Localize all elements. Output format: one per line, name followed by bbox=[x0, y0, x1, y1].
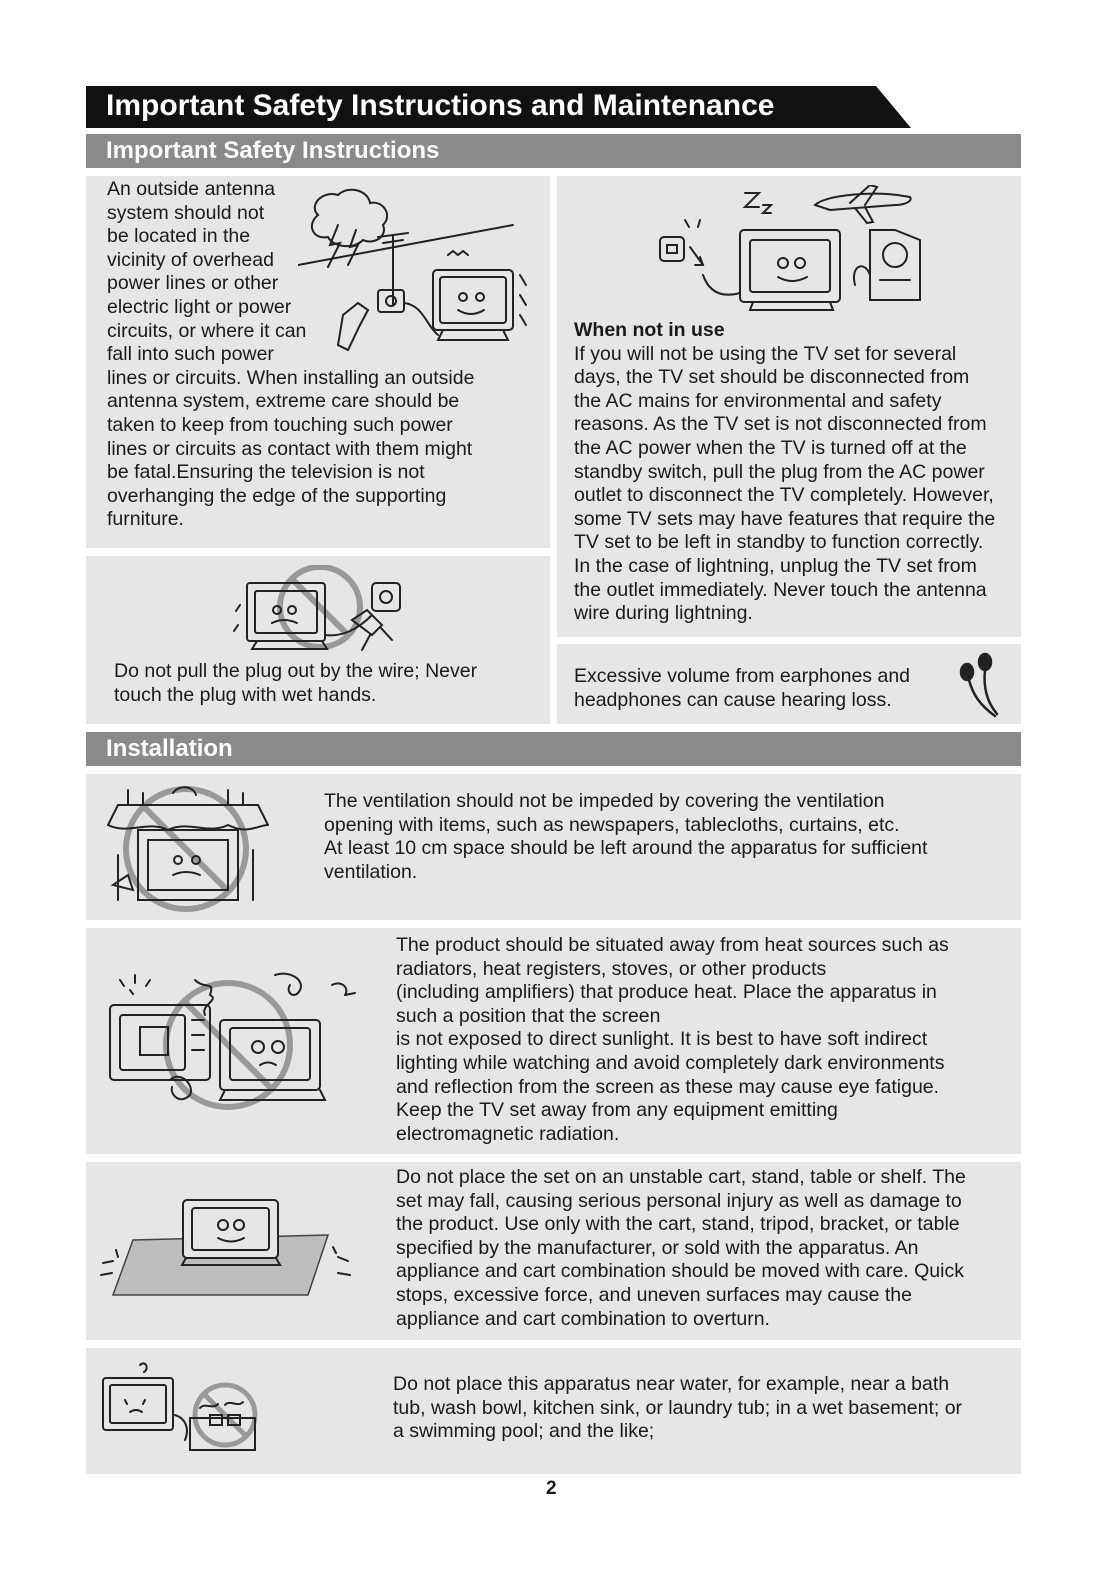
text-line: An outside antenna bbox=[107, 178, 276, 200]
earphones-icon bbox=[955, 650, 1005, 720]
text-line: appliance and cart combination to overturn. bbox=[396, 1307, 770, 1330]
title-banner bbox=[86, 86, 911, 128]
text-line: lines or circuits as contact with them might bbox=[107, 437, 473, 460]
water-hazard-illustration bbox=[100, 1360, 265, 1460]
plug-text bbox=[114, 660, 477, 707]
text-line: opening with items, such as newspapers, tablecloths, curtains, etc. bbox=[324, 813, 900, 836]
text-line: set may fall, causing serious personal injury as well as damage to bbox=[396, 1189, 962, 1212]
text-line: In the case of lightning, unplug the TV set from bbox=[574, 554, 977, 577]
text-line: If you will not be using the TV set for several bbox=[574, 342, 957, 365]
plug-wet-hands-illustration bbox=[232, 565, 417, 655]
text-line: vicinity of overhead bbox=[107, 248, 274, 271]
text-line: power lines or other bbox=[107, 272, 279, 295]
not-in-use-text bbox=[574, 319, 995, 626]
water-text bbox=[393, 1373, 962, 1444]
ventilation-text bbox=[324, 790, 927, 884]
text-line: fall into such power bbox=[107, 343, 274, 366]
text-line: appliance and cart combination should be moved with care. Quick bbox=[396, 1260, 964, 1283]
text-line: lighting while watching and avoid completely dark environments bbox=[396, 1051, 945, 1074]
text-line: is not exposed to direct sunlight. It is best to have soft indirect bbox=[396, 1028, 928, 1051]
text-line: touch the plug with wet hands. bbox=[114, 683, 377, 706]
text-line: headphones can cause hearing loss. bbox=[574, 688, 892, 711]
heat-text bbox=[396, 934, 949, 1146]
ventilation-cover-illustration bbox=[98, 785, 273, 915]
volume-text bbox=[574, 665, 910, 712]
text-line: The ventilation should not be impeded by covering the ventilation bbox=[324, 790, 885, 812]
text-line: reasons. As the TV set is not disconnected from bbox=[574, 413, 987, 436]
text-line: Do not place this apparatus near water, for example, near a bath bbox=[393, 1373, 950, 1395]
antenna-lightning-illustration bbox=[298, 185, 538, 365]
text-line: overhanging the edge of the supporting bbox=[107, 484, 447, 507]
text-line: the outlet immediately. Never touch the antenna bbox=[574, 578, 987, 601]
text-line: electromagnetic radiation. bbox=[396, 1122, 620, 1145]
cart-text bbox=[396, 1166, 966, 1331]
text-line: circuits, or where it can bbox=[107, 319, 307, 342]
text-line: electric light or power bbox=[107, 295, 292, 318]
text-line: standby switch, pull the plug from the AC power bbox=[574, 460, 985, 483]
text-line: wire during lightning. bbox=[574, 602, 753, 625]
text-line: days, the TV set should be disconnected from bbox=[574, 366, 970, 389]
text-line: specified by the manufacturer, or sold with the apparatus. An bbox=[396, 1236, 919, 1259]
text-line: taken to keep from touching such power bbox=[107, 413, 453, 436]
text-line: Excessive volume from earphones and bbox=[574, 665, 911, 687]
text-line: The product should be situated away from heat sources such as bbox=[396, 934, 949, 956]
text-line: Do not pull the plug out by the wire; Never bbox=[114, 660, 478, 682]
section-header-safety: Important Safety Instructions bbox=[86, 134, 1021, 168]
page-number: 2 bbox=[546, 1478, 557, 1499]
text-line: furniture. bbox=[107, 508, 184, 531]
text-line: antenna system, extreme care should be bbox=[107, 390, 460, 413]
unplugged-tv-illustration bbox=[655, 185, 925, 315]
page-title: Important Safety Instructions and Maintenance bbox=[106, 89, 775, 122]
text-line: be located in the bbox=[107, 225, 251, 248]
text-line: Do not place the set on an unstable cart, stand, table or shelf. The bbox=[396, 1166, 966, 1188]
heat-source-illustration bbox=[100, 965, 370, 1115]
text-line: ventilation. bbox=[324, 860, 418, 883]
text-line: tub, wash bowl, kitchen sink, or laundry tub; in a wet basement; or bbox=[393, 1396, 963, 1419]
text-line: radiators, heat registers, stoves, or other products bbox=[396, 957, 827, 980]
text-line: lines or circuits. When installing an outside bbox=[107, 366, 475, 389]
text-line: the AC mains for environmental and safety bbox=[574, 389, 942, 412]
text-line: TV set to be left in standby to function correctly. bbox=[574, 531, 984, 554]
section-header-installation: Installation bbox=[86, 732, 1021, 766]
text-line: some TV sets may have features that require the bbox=[574, 507, 996, 530]
text-line: and reflection from the screen as these may cause eye fatigue. bbox=[396, 1075, 940, 1098]
text-line: the AC power when the TV is turned off at the bbox=[574, 436, 967, 459]
text-line: the product. Use only with the cart, stand, tripod, bracket, or table bbox=[396, 1213, 960, 1236]
not-in-use-heading: When not in use bbox=[574, 319, 725, 341]
text-line: stops, excessive force, and uneven surfaces may cause the bbox=[396, 1283, 912, 1306]
text-line: Keep the TV set away from any equipment emitting bbox=[396, 1099, 838, 1122]
text-line: a swimming pool; and the like; bbox=[393, 1420, 655, 1443]
text-line: (including amplifiers) that produce heat. Place the apparatus in bbox=[396, 981, 937, 1004]
unstable-stand-illustration bbox=[98, 1195, 358, 1305]
text-line: system should not bbox=[107, 201, 265, 224]
text-line: such a position that the screen bbox=[396, 1004, 661, 1027]
text-line: be fatal.Ensuring the television is not bbox=[107, 461, 425, 484]
text-line: outlet to disconnect the TV completely. However, bbox=[574, 484, 994, 507]
text-line: At least 10 cm space should be left around the apparatus for sufficient bbox=[324, 837, 928, 860]
